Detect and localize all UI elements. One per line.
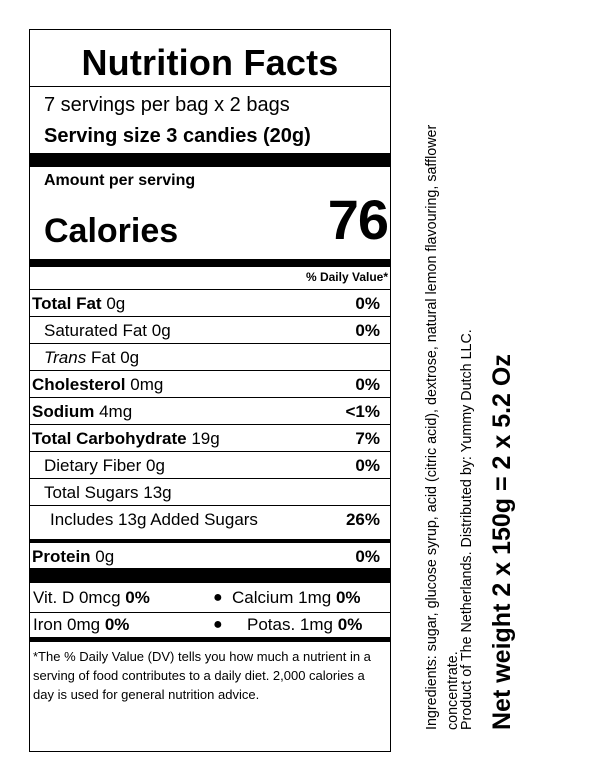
nutrient-dv: 0% — [355, 547, 380, 566]
nutrient-dv: 26% — [345, 510, 380, 529]
nutrient-amount: 4mg — [99, 402, 133, 421]
bullet-icon: ● — [213, 616, 223, 633]
nutrient-amount: 0g — [146, 456, 165, 475]
nutrient-name: Dietary Fiber — [44, 456, 142, 475]
nutrient-name: Protein — [32, 547, 91, 566]
nutrient-name: Saturated Fat — [44, 321, 148, 340]
thick-divider — [30, 153, 390, 167]
calories-label: Calories — [44, 212, 179, 250]
thick-divider — [30, 568, 390, 583]
nutrient-dv: 0% — [355, 375, 380, 394]
row-saturated-fat — [30, 316, 390, 343]
row-protein — [30, 539, 390, 566]
potassium: Potas. 1mg 0% — [247, 615, 363, 634]
nutrient-name: Sodium — [32, 402, 95, 421]
nutrient-amount: 19g — [191, 429, 220, 448]
iron: Iron 0mg 0% — [33, 615, 130, 634]
daily-value-header: % Daily Value* — [305, 270, 388, 284]
medium-divider — [30, 637, 390, 642]
nutrient-dv: 0% — [355, 456, 380, 475]
row-sodium — [30, 397, 390, 424]
nutrient-amount: Fat 0g — [90, 348, 140, 367]
distributor-text: Product of The Netherlands. Distributed by: Yummy Dutch LLC. — [459, 329, 475, 730]
nutrient-dv: 0% — [355, 321, 380, 340]
thick-divider — [30, 259, 390, 267]
servings-per-container: 7 servings per bag x 2 bags — [44, 94, 290, 116]
vitamin-d: Vit. D 0mcg 0% — [33, 588, 150, 607]
nutrient-dv: <1% — [345, 402, 380, 421]
ingredients-text: Ingredients: sugar, glucose syrup, acid (citric acid), dextrose, natural lemon flavouring, safflower concentrate. — [424, 124, 461, 730]
nutrient-amount: 0g — [151, 321, 171, 340]
row-total-carbohydrate — [30, 424, 390, 451]
row-total-fat — [30, 289, 390, 316]
nutrient-amount: 0g — [95, 547, 115, 566]
divider — [30, 612, 390, 613]
nutrient-amount: 0mg — [130, 375, 164, 394]
label-title: Nutrition Facts — [81, 42, 339, 83]
row-total-sugars — [30, 478, 390, 505]
nutrient-name: Cholesterol — [32, 375, 126, 394]
calories-value: 76 — [327, 188, 388, 251]
nutrient-dv: 0% — [355, 294, 380, 313]
footnote: *The % Daily Value (DV) tells you how much a nutrient in a serving of food contributes to a daily diet. 2,000 calories a day is used for general nutrition advice. — [33, 649, 371, 702]
nutrient-name: Includes 13g Added Sugars — [50, 510, 258, 529]
row-dietary-fiber — [30, 451, 390, 478]
divider — [30, 86, 390, 87]
row-added-sugars — [30, 505, 390, 534]
nutrient-name: Trans — [44, 348, 87, 367]
nutrient-amount: 13g — [143, 483, 172, 502]
net-weight: Net weight 2 x 150g = 2 x 5.2 Oz — [488, 354, 516, 730]
amount-per-serving: Amount per serving — [44, 172, 196, 189]
calcium: Calcium 1mg 0% — [232, 588, 361, 607]
nutrition-facts-label — [29, 29, 391, 752]
nutrient-name: Total Sugars — [44, 483, 139, 502]
bullet-icon: ● — [213, 589, 223, 606]
serving-size: Serving size 3 candies (20g) — [44, 125, 311, 147]
nutrient-name: Total Fat — [32, 294, 102, 313]
nutrient-name: Total Carbohydrate — [32, 429, 187, 448]
nutrient-amount: 0g — [106, 294, 126, 313]
row-trans-fat — [30, 343, 390, 370]
nutrient-dv: 7% — [355, 429, 380, 448]
row-cholesterol — [30, 370, 390, 397]
